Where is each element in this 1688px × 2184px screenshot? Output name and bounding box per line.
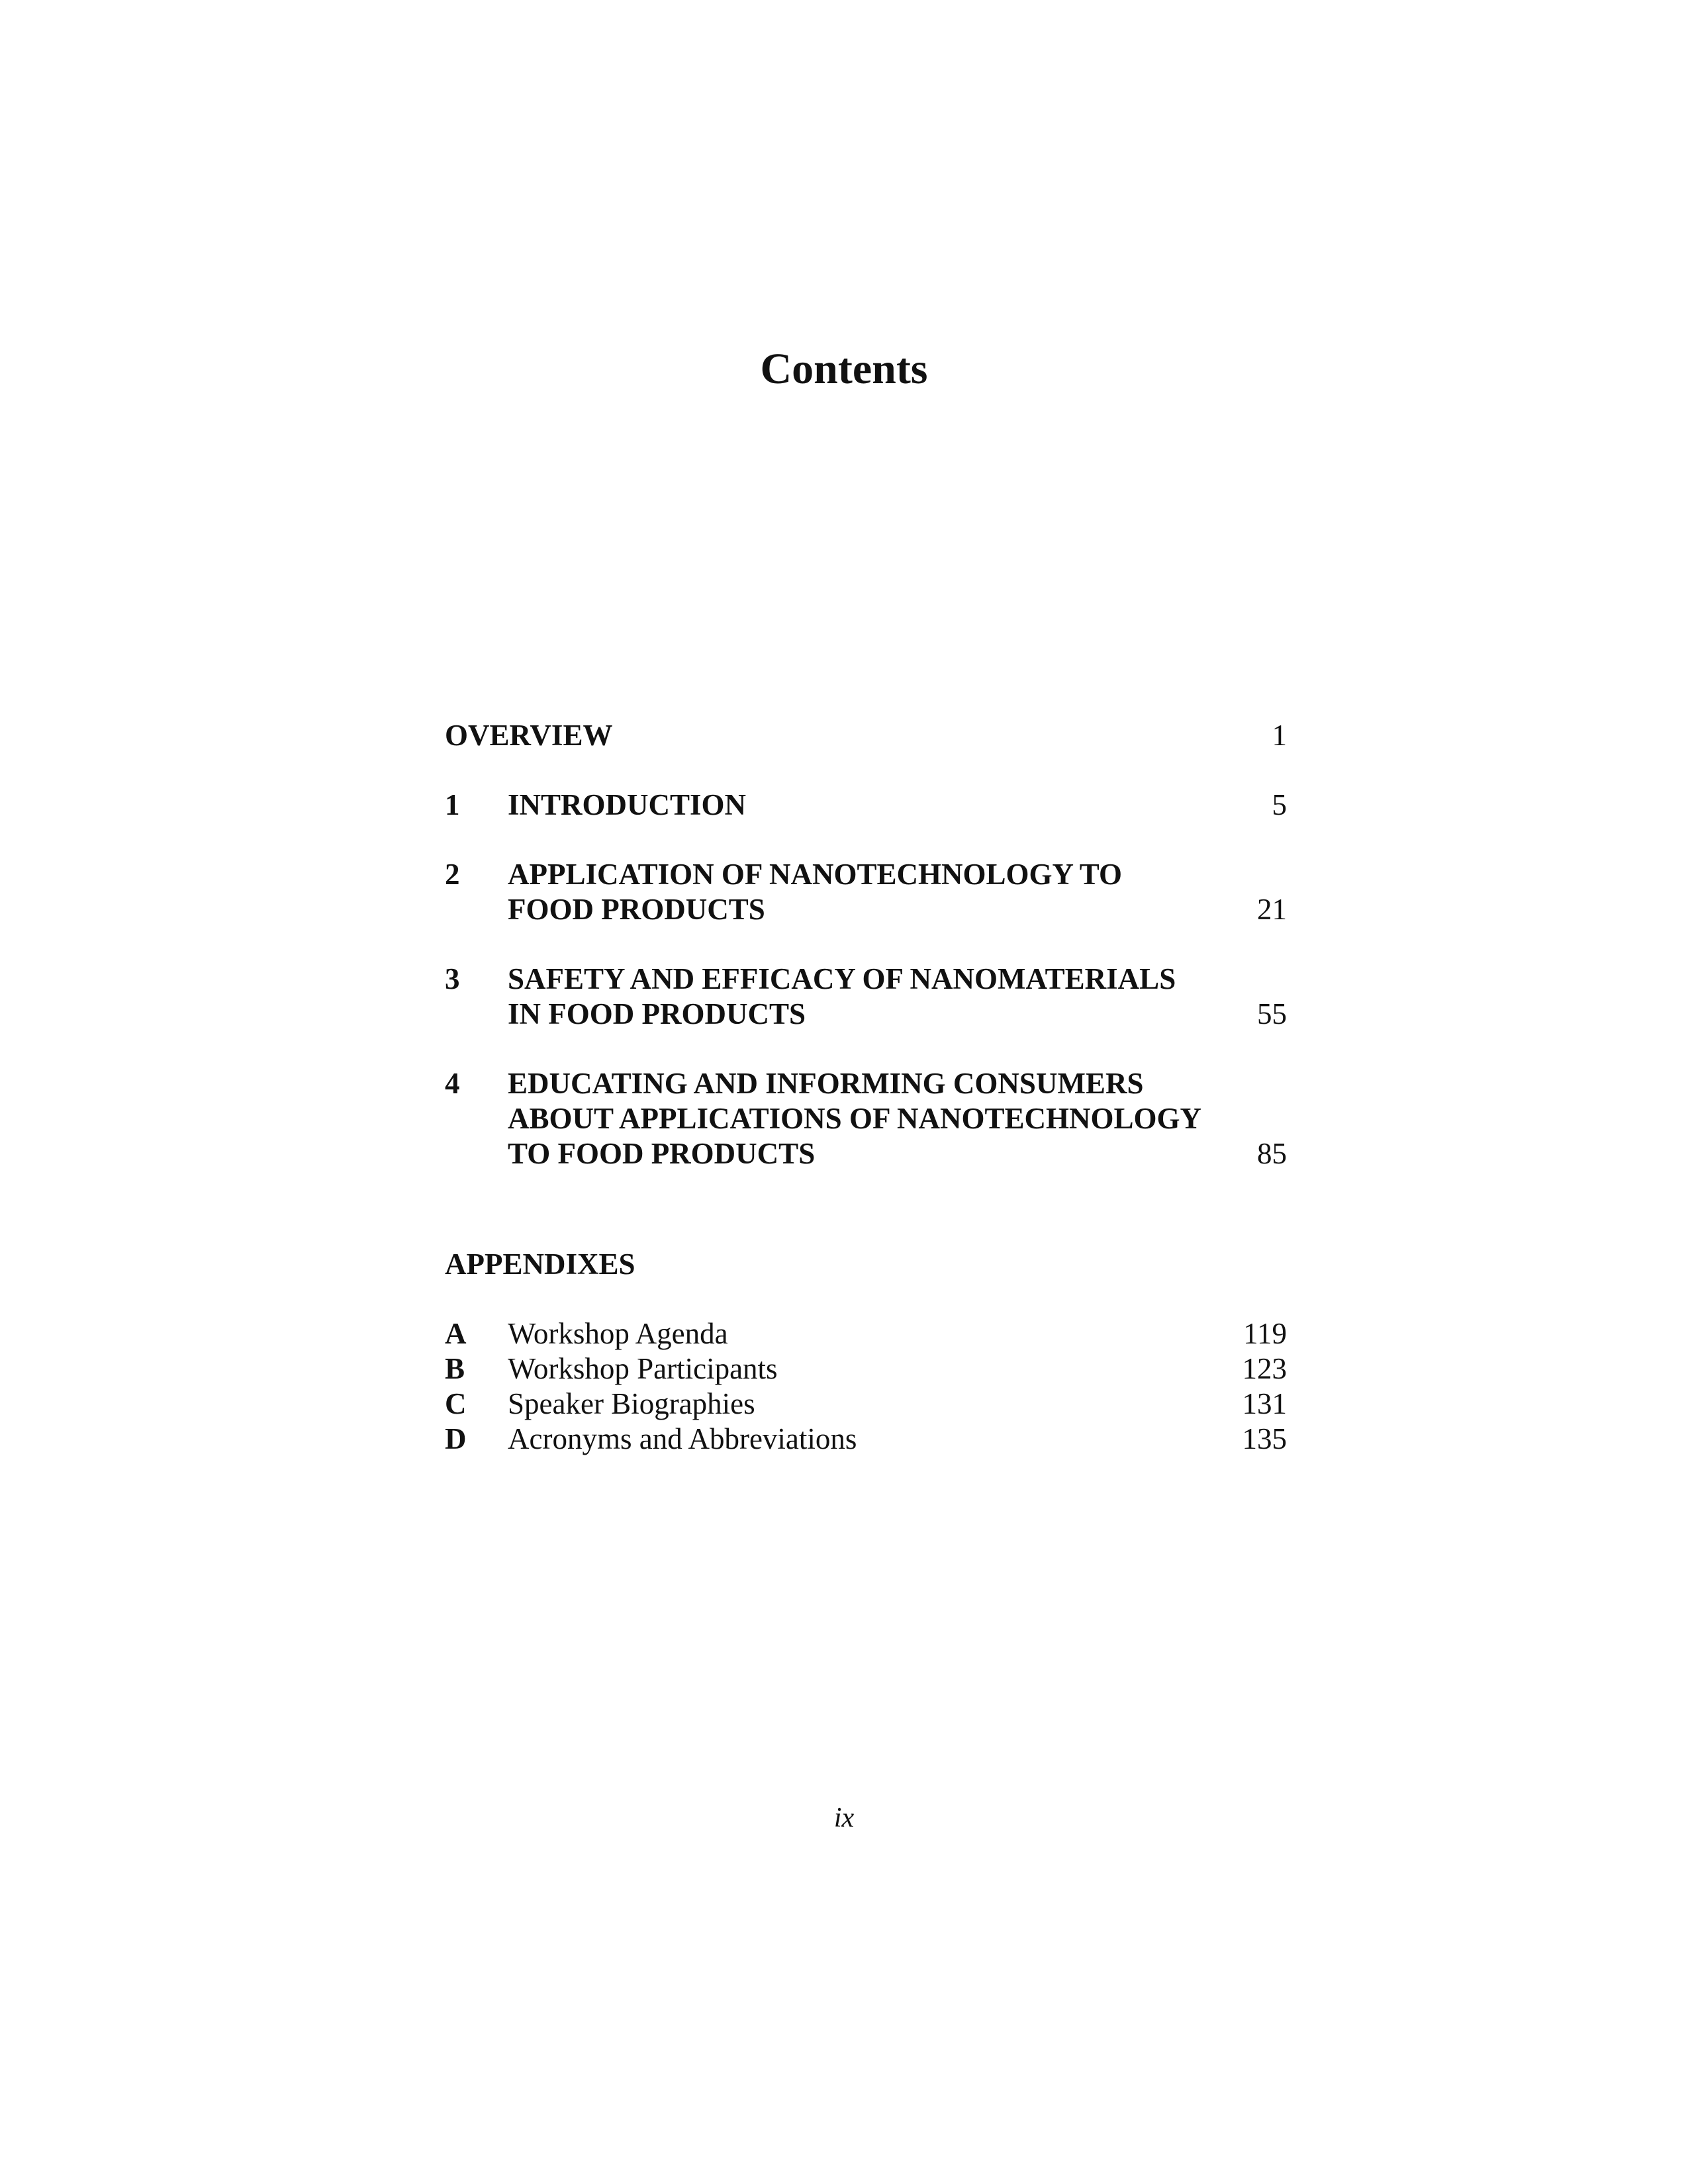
toc-entry-number: 2 <box>445 858 460 891</box>
toc-entry-chapter-3 <box>445 962 1287 1032</box>
toc-entry-page: 119 <box>1243 1317 1287 1350</box>
toc-entry-page: 5 <box>1272 788 1287 821</box>
toc-entry-title: Workshop Agenda <box>508 1317 728 1350</box>
toc-entry-page: 123 <box>1242 1352 1287 1385</box>
toc-entry-chapter-4 <box>445 1066 1287 1171</box>
toc-entry-title: INTRODUCTION <box>508 788 747 821</box>
toc-entry-number: 1 <box>445 788 460 821</box>
toc-entry-chapter-1 <box>445 788 1287 823</box>
toc-entry-appendix-a <box>445 1316 1287 1351</box>
toc-entry-title: EDUCATING AND INFORMING CONSUMERS ABOUT APPLICATIONS OF NANOTECHNOLOGY TO FOOD PRODUCTS <box>508 1067 1201 1170</box>
toc-entry-page: 21 <box>1257 893 1287 926</box>
toc-entry-page: 55 <box>1257 997 1287 1030</box>
toc-entry-overview <box>445 718 1287 753</box>
toc-entry-number: 3 <box>445 962 460 995</box>
toc-entry-title: SAFETY AND EFFICACY OF NANOMATERIALS IN FOOD PRODUCTS <box>508 962 1176 1030</box>
toc-entry-appendix-c <box>445 1387 1287 1422</box>
toc-entry-letter: D <box>445 1422 467 1455</box>
appendixes-heading: APPENDIXES <box>445 1248 635 1281</box>
toc-entry-appendix-b <box>445 1351 1287 1387</box>
toc-entry-title: Acronyms and Abbreviations <box>508 1422 857 1455</box>
toc-entry-letter: A <box>445 1317 467 1350</box>
toc-entry-title: APPLICATION OF NANOTECHNOLOGY TO FOOD PRODUCTS <box>508 858 1123 926</box>
toc-entry-chapter-2 <box>445 857 1287 927</box>
toc-entry-letter: C <box>445 1387 467 1420</box>
toc-entry-appendix-d <box>445 1422 1287 1457</box>
page-folio: ix <box>833 1803 855 1833</box>
toc-entry-title: Speaker Biographies <box>508 1387 755 1420</box>
toc-entry-title: Workshop Participants <box>508 1352 778 1385</box>
toc-entry-number: 4 <box>445 1067 460 1100</box>
page-title: Contents <box>760 345 928 393</box>
toc-entry-page: 135 <box>1242 1422 1287 1455</box>
toc-entry-letter: B <box>445 1352 465 1385</box>
table-of-contents <box>445 718 1287 1457</box>
toc-entry-page: 85 <box>1257 1137 1287 1170</box>
toc-entry-page: 1 <box>1272 719 1287 752</box>
toc-entry-page: 131 <box>1242 1387 1287 1420</box>
toc-entry-title: OVERVIEW <box>445 719 613 752</box>
